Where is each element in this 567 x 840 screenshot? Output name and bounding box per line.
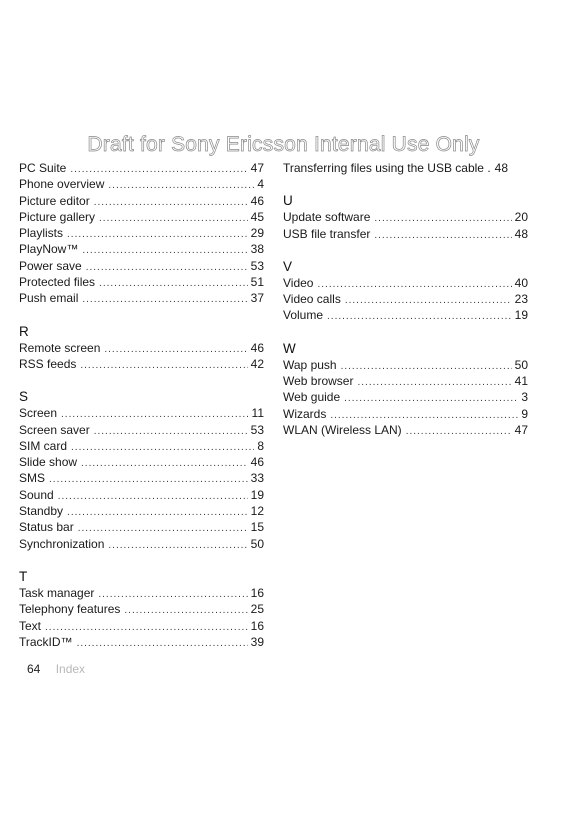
index-entry-page: 37 bbox=[250, 291, 264, 306]
index-entry-label: USB file transfer bbox=[283, 226, 371, 241]
dot-leader bbox=[82, 292, 247, 308]
draft-watermark: Draft for Sony Ericsson Internal Use Only bbox=[87, 133, 480, 156]
index-entry-label: Playlists bbox=[19, 226, 64, 241]
dot-leader bbox=[82, 243, 247, 259]
dot-leader bbox=[67, 505, 248, 521]
index-entry-page: 23 bbox=[514, 292, 528, 307]
index-entry-screen bbox=[19, 405, 264, 421]
index-entry-push-email bbox=[19, 290, 264, 306]
index-entry-sms bbox=[19, 470, 264, 486]
dot-leader bbox=[80, 358, 247, 374]
index-entry-label: RSS feeds bbox=[19, 356, 77, 371]
index-entry-wap-push bbox=[283, 357, 528, 373]
index-group-w bbox=[283, 340, 528, 438]
index-group-r bbox=[19, 323, 264, 373]
dot-leader bbox=[99, 211, 248, 227]
dot-leader bbox=[357, 375, 511, 391]
index-column-left bbox=[19, 160, 264, 650]
index-entry-page: 38 bbox=[250, 242, 264, 257]
index-entry-picture-editor bbox=[19, 193, 264, 209]
dot-leader bbox=[94, 424, 248, 440]
index-entry-power-save bbox=[19, 258, 264, 274]
dot-leader bbox=[81, 456, 248, 472]
dot-leader bbox=[345, 293, 512, 309]
index-entry-synchronization bbox=[19, 536, 264, 552]
index-entry-label: Standby bbox=[19, 504, 64, 519]
index-entry-page: 42 bbox=[250, 356, 264, 371]
index-letter-heading: R bbox=[19, 323, 29, 339]
index-entry-page: 51 bbox=[250, 275, 264, 290]
dot-leader bbox=[108, 538, 247, 554]
index-entry-label: Wap push bbox=[283, 357, 337, 372]
dot-leader bbox=[374, 211, 511, 227]
dot-leader bbox=[49, 472, 248, 488]
index-entry-page: 25 bbox=[250, 602, 264, 617]
index-entry-label: Phone overview bbox=[19, 177, 105, 192]
index-group-u bbox=[283, 192, 528, 242]
dot-leader bbox=[94, 195, 248, 211]
index-entry-label: Remote screen bbox=[19, 340, 101, 355]
section-name: Index bbox=[55, 662, 86, 676]
index-entry-page: 15 bbox=[250, 520, 264, 535]
dot-leader bbox=[67, 227, 248, 243]
index-entry-page: 41 bbox=[514, 374, 528, 389]
index-entry-label: Picture gallery bbox=[19, 209, 96, 224]
index-entry-video-calls bbox=[283, 291, 528, 307]
index-entry-page: 46 bbox=[250, 455, 264, 470]
index-entry-page: 48 bbox=[494, 161, 509, 175]
index-entry-label: PlayNow™ bbox=[19, 242, 79, 257]
index-entry-label: TrackID™ bbox=[19, 634, 73, 649]
index-entry-page: 12 bbox=[250, 504, 264, 519]
index-entry-page: 47 bbox=[514, 422, 528, 437]
dot-leader bbox=[317, 277, 511, 293]
index-group-s bbox=[19, 388, 264, 552]
index-entry-picture-gallery bbox=[19, 209, 264, 225]
index-entry-standby bbox=[19, 503, 264, 519]
index-entry-page: 29 bbox=[250, 226, 264, 241]
index-entry-page: 53 bbox=[250, 258, 264, 273]
index-entry-sim-card bbox=[19, 438, 264, 454]
dot-leader bbox=[341, 359, 512, 375]
index-letter-heading: U bbox=[283, 193, 293, 209]
index-entry-page: 16 bbox=[250, 585, 264, 600]
index-entry-label: Synchronization bbox=[19, 536, 105, 551]
index-entry-label: Sound bbox=[19, 487, 54, 502]
dot-leader bbox=[86, 260, 248, 276]
index-entry-page: 4 bbox=[257, 177, 264, 192]
index-entry-volume bbox=[283, 307, 528, 323]
index-entry-page: 50 bbox=[250, 536, 264, 551]
index-entry-update-software bbox=[283, 209, 528, 225]
index-entry-pc-suite bbox=[19, 160, 264, 176]
index-entry-page: 19 bbox=[250, 487, 264, 502]
index-entry-page: 45 bbox=[250, 209, 264, 224]
index-entry-page: 46 bbox=[250, 340, 264, 355]
index-entry-video bbox=[283, 275, 528, 291]
index-entry-label: Screen saver bbox=[19, 422, 90, 437]
index-entry-page: 9 bbox=[521, 406, 528, 421]
page-number: 64 bbox=[27, 662, 41, 676]
index-entry-label: Protected files bbox=[19, 275, 96, 290]
index-entry-usb-file-transfer bbox=[283, 226, 528, 242]
index-entry-phone-overview bbox=[19, 176, 264, 192]
index-entry-label: Wizards bbox=[283, 406, 327, 421]
dot-leader bbox=[344, 391, 518, 407]
index-entry-page: 50 bbox=[514, 357, 528, 372]
index-entry-label: Transferring files using the USB cable . bbox=[283, 161, 491, 175]
index-entry-task-manager bbox=[19, 585, 264, 601]
index-entry-label: Telephony features bbox=[19, 602, 121, 617]
index-entry-remote-screen bbox=[19, 340, 264, 356]
index-entry-page: 40 bbox=[514, 275, 528, 290]
dot-leader bbox=[327, 309, 512, 325]
index-group-v bbox=[283, 258, 528, 324]
index-entry-label: Task manager bbox=[19, 585, 95, 600]
dot-leader bbox=[374, 228, 511, 244]
index-entry-label: SIM card bbox=[19, 438, 68, 453]
index-entry-label: Status bar bbox=[19, 520, 74, 535]
index-entry-page: 47 bbox=[250, 161, 264, 175]
dot-leader bbox=[45, 620, 248, 636]
index-entry-label: Web browser bbox=[283, 374, 354, 389]
index-entry-page: 19 bbox=[514, 308, 528, 323]
dot-leader bbox=[98, 587, 247, 603]
index-entry-label: Update software bbox=[283, 210, 371, 225]
page-footer bbox=[27, 662, 85, 676]
index-entry-slide-show bbox=[19, 454, 264, 470]
index-entry-wlan-wireless-lan bbox=[283, 422, 528, 438]
index-entry-page: 16 bbox=[250, 618, 264, 633]
index-entry-label: Push email bbox=[19, 291, 79, 306]
dot-leader bbox=[108, 178, 254, 194]
index-letter-heading: T bbox=[19, 568, 28, 584]
index-entry-label: PC Suite bbox=[19, 161, 67, 175]
index-entry-status-bar bbox=[19, 519, 264, 535]
index-entry-page: 53 bbox=[250, 422, 264, 437]
index-entry-page: 8 bbox=[257, 438, 264, 453]
index-entry-page: 39 bbox=[250, 634, 264, 649]
index-letter-heading: V bbox=[283, 258, 293, 274]
index-entry-page: 33 bbox=[250, 471, 264, 486]
index-entry-page: 3 bbox=[521, 390, 528, 405]
index-entry-label: Picture editor bbox=[19, 193, 90, 208]
index-entry-page: 11 bbox=[251, 406, 264, 421]
index-entry-text bbox=[19, 618, 264, 634]
index-entry-playlists bbox=[19, 225, 264, 241]
index-entry-label: Screen bbox=[19, 406, 58, 421]
dot-leader bbox=[77, 636, 248, 652]
index-entry-protected-files bbox=[19, 274, 264, 290]
index-entry-label: Web guide bbox=[283, 390, 341, 405]
index-entry-label: Slide show bbox=[19, 455, 78, 470]
index-entry-label: SMS bbox=[19, 471, 46, 486]
index-entry-screen-saver bbox=[19, 422, 264, 438]
index-entry-page: 46 bbox=[250, 193, 264, 208]
dot-leader bbox=[124, 603, 247, 619]
index-entry-telephony-features bbox=[19, 601, 264, 617]
index-entry-trackid bbox=[19, 634, 264, 650]
index-column-right bbox=[283, 160, 528, 438]
index-entry-page: 20 bbox=[514, 210, 528, 225]
index-entry-web-browser bbox=[283, 373, 528, 389]
index-entry-web-guide bbox=[283, 389, 528, 405]
index-entry-label: Text bbox=[19, 618, 42, 633]
index-group bbox=[283, 160, 528, 176]
dot-leader bbox=[104, 342, 247, 358]
index-entry-playnow bbox=[19, 241, 264, 257]
dot-leader bbox=[99, 276, 248, 292]
index-letter-heading: S bbox=[19, 389, 29, 405]
dot-leader bbox=[58, 489, 248, 505]
index-entry-label: WLAN (Wireless LAN) bbox=[283, 422, 402, 437]
index-group bbox=[19, 160, 264, 307]
index-entry-label: Video calls bbox=[283, 292, 341, 307]
index-entry-sound bbox=[19, 487, 264, 503]
index-entry-label: Volume bbox=[283, 308, 324, 323]
index-group-t bbox=[19, 568, 264, 650]
dot-leader bbox=[71, 440, 254, 456]
index-entry-label: Video bbox=[283, 275, 314, 290]
index-letter-heading: W bbox=[283, 340, 296, 356]
index-entry-rss-feeds bbox=[19, 356, 264, 372]
index-entry-page: 48 bbox=[514, 226, 528, 241]
index-entry-wizards bbox=[283, 406, 528, 422]
index-entry-label: Power save bbox=[19, 258, 82, 273]
dot-leader bbox=[406, 424, 512, 440]
index-entry-transferring-files-using-the-usb-cable bbox=[283, 160, 528, 176]
